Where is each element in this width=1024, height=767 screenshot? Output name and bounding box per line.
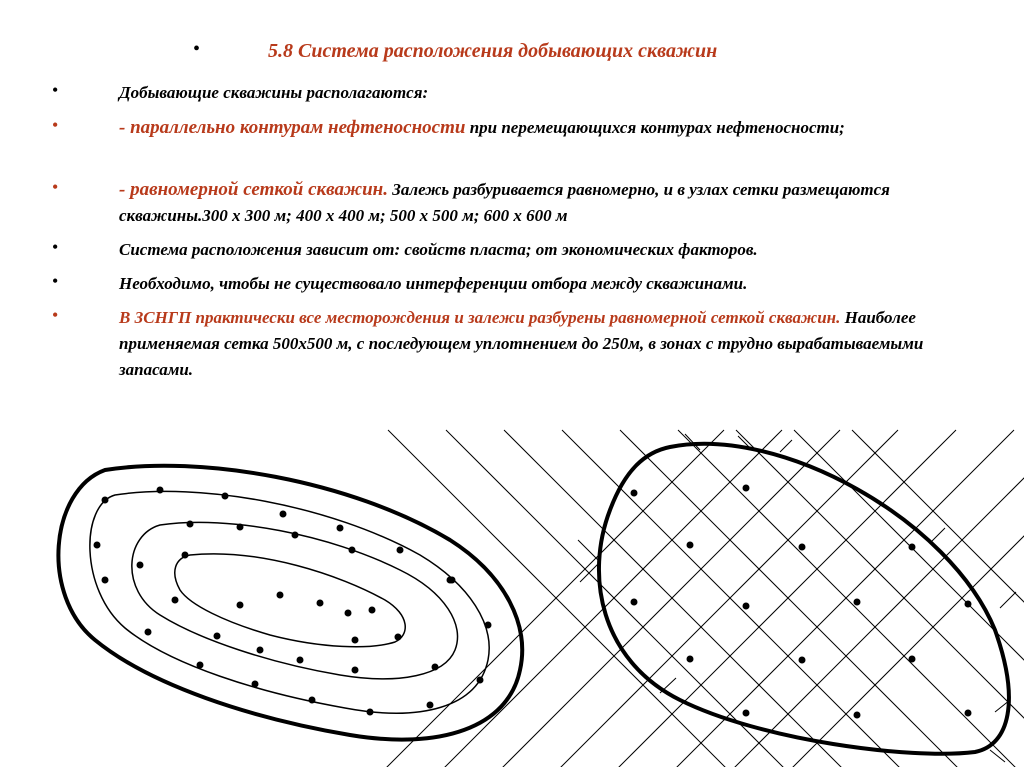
well-point [477,677,484,684]
bullet-text [119,305,979,383]
bullet-body: Система расположения зависит от: свойств пласта; от экономических факторов. [119,240,758,259]
well-point [292,532,299,539]
bullet-mark: • [52,305,59,325]
bullet-mark: • [52,237,59,257]
well-point [743,485,750,492]
well-point [631,490,638,497]
well-point [102,497,109,504]
contour-wells [94,487,492,716]
bullet-body: Залежь разбуривается равномерно, и в узлах сетки размещаются скважины.300 х 300 м; 400 х 400 м; 500 х 500 м; 600 х 600 м [119,180,890,225]
bullet-text [119,115,979,141]
well-placement-diagrams [0,425,1024,767]
well-point [854,712,861,719]
contour-line-3 [175,554,405,647]
well-point [367,709,374,716]
contour-placement-diagram [58,466,522,740]
bullet-mark: • [52,177,59,197]
bullet-text [119,271,979,297]
well-point [369,607,376,614]
bullet-text [119,80,979,106]
well-point [237,602,244,609]
well-point [157,487,164,494]
bullet-text [119,177,979,229]
well-point [145,629,152,636]
well-point [799,657,806,664]
well-point [631,599,638,606]
bullet-body: Добывающие скважины располагаются: [119,83,429,102]
grid-placement-diagram [344,430,1024,767]
well-point [337,525,344,532]
well-point [449,577,456,584]
well-point [687,542,694,549]
well-point [317,600,324,607]
well-point [743,603,750,610]
contour-line-2 [132,522,458,678]
grid-oval-outline [599,444,1009,754]
bullet-text [119,237,979,263]
well-point [345,610,352,617]
well-point [352,667,359,674]
well-point [94,542,101,549]
well-point [909,656,916,663]
well-point [187,521,194,528]
contour-line-1 [90,491,489,713]
bullet-mark: • [52,271,59,291]
grid-wells [631,485,972,719]
well-point [352,637,359,644]
bullet-accent: - параллельно контурам нефтеносности [119,117,466,138]
well-point [257,647,264,654]
well-point [237,524,244,531]
well-point [965,710,972,717]
well-point [799,544,806,551]
well-point [743,710,750,717]
well-point [687,656,694,663]
well-point [102,577,109,584]
bullet-mark: • [52,115,59,135]
grid-lines [344,430,1024,767]
well-point [349,547,356,554]
well-point [214,633,221,640]
well-point [854,599,861,606]
bullet-mark: • [52,80,59,100]
bullet-body: Наиболее применяемая сетка 500х500 м, с последующем уплотнением до 250м, в зонах с трудно вырабатываемыми запасами. [119,308,924,379]
well-point [137,562,144,569]
well-point [485,622,492,629]
bullet-body: при перемещающихся контурах нефтеносности; [465,118,845,137]
bullet-accent: - равномерной сеткой скважин. [119,179,388,200]
well-point [277,592,284,599]
well-point [182,552,189,559]
well-point [309,697,316,704]
well-point [222,493,229,500]
slide-title: 5.8 Система расположения добывающих скважин [268,40,718,62]
grid-overshoot-ticks [578,434,1016,762]
well-point [172,597,179,604]
diagrams-svg [0,425,1024,767]
bullet-accent: В ЗСНГП практически все месторождения и залежи разбурены равномерной сеткой скважин. [119,308,841,327]
title-bullet: • [193,38,201,60]
well-point [432,664,439,671]
well-point [297,657,304,664]
well-point [965,601,972,608]
well-point [909,544,916,551]
bullet-body: Необходимо, чтобы не существовало интерференции отбора между скважинами. [119,274,748,293]
well-point [397,547,404,554]
well-point [197,662,204,669]
well-point [252,681,259,688]
well-point [427,702,434,709]
well-point [280,511,287,518]
well-point [395,634,402,641]
